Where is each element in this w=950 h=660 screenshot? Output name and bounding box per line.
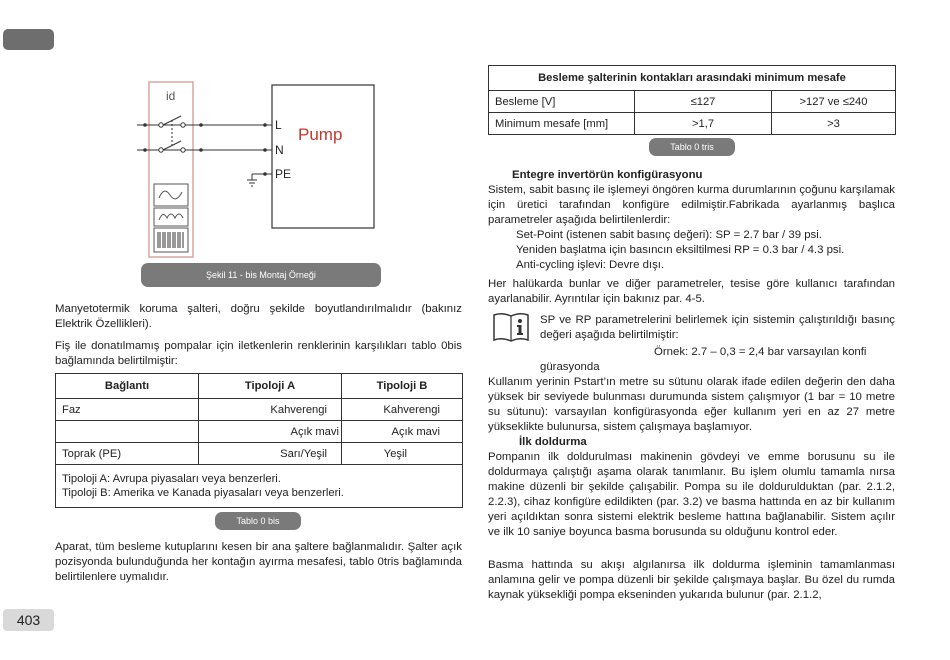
table-note-a: Tipoloji A: Avrupa piyasaları veya benzerleri.: [62, 473, 281, 485]
table-cell: Yeşil: [342, 443, 463, 465]
terminal-pe-label: PE: [275, 167, 292, 181]
table-note-b: Tipoloji B: Amerika ve Kanada piyasaları veya benzerleri.: [62, 487, 344, 499]
table-cell: Faz: [56, 399, 199, 421]
table-header: Bağlantı: [56, 374, 199, 399]
info-note-text: SP ve RP parametrelerini belirlemek için sistemin çalıştırıldığı basınç değeri aşağıda belirtilmiştir:: [540, 314, 895, 341]
table-cell: >127 ve ≤240: [772, 91, 896, 113]
table-cell: Kahverengi: [342, 399, 463, 421]
table-title: Besleme şalterinin kontakları arasındaki minimum mesafe: [489, 66, 896, 91]
right-paragraph-4: Pompanın ilk doldurulması makinenin gövdeyi ve emme borusunu su ile doldurmaya çalıştığı aşama olarak tanımlanır. Bu işlem olumlu tamamla nırsa makine düzenli bir şekilde çalışabilir. Pompa su ile doldurulduktan (par. 2.1.2, 2.2.3), cihaz konfigüre edildikten (par. 3.2) ve basma hattında en az bir kullanım yeri açıldıktan sonra sistemi elektrik besleme hattına bağlanabilir. Sistem açılır ve ilk 10 saniye boyunca basma borusunda su olduğunu kontrol eder.: [488, 451, 895, 538]
right-paragraph-2: Her halükarda bunlar ve diğer parametreler, tesise göre kullanıcı tarafından ayarlanabilir. Ayrıntılar için bakınız par. 4-5.: [488, 278, 895, 305]
page-tab-marker: [3, 29, 54, 50]
left-paragraph-2: Fiş ile donatılmamış pompalar için iletkenlerin renklerinin karşılıkları tablo 0bis bağlamında belirtilmiştir:: [55, 340, 462, 367]
table-row: [56, 421, 463, 443]
table-row: [56, 443, 463, 465]
right-paragraph-3: Kullanım yerinin Pstart’ın metre su sütunu olarak ifade edilen değerin den daha yüksek bir seviyede bulunması durumunda sistem çalışmıyor (1 bar = 10 metre su sütunu): varsayılan konfigürasyonda eğer kullanım yeri en az 27 metre yükseklikte bulunursa, sistem çalışmaya başlamıyor.: [488, 376, 895, 433]
right-paragraph-1: Sistem, sabit basınç ile işlemeyi öngören kurma durumlarının çoğunu karşılamak için üretici tarafından konfigüre edilmiştir.Fabrikada ayarlanmış başlıca parametreler aşağıda belirtilenlerdir:: [488, 184, 895, 226]
table-cell: >1,7: [635, 113, 772, 135]
table-cell: [56, 421, 199, 443]
table-cell: Açık mavi: [199, 421, 342, 443]
info-example-continuation: gürasyonda: [540, 361, 600, 373]
list-item: Set-Point (istenen sabit basınç değeri): SP = 2.7 bar / 39 psi.: [516, 229, 822, 241]
table-cell: >3: [772, 113, 896, 135]
switch-label: id: [166, 89, 176, 103]
list-item: Yeniden başlatma için basıncın eksiltilmesi RP = 0.3 bar / 4.3 psi.: [516, 244, 845, 256]
page-number: 403: [3, 609, 54, 631]
table-cell: Sarı/Yeşil: [199, 443, 342, 465]
table-row: [489, 91, 896, 113]
info-book-icon: [492, 311, 530, 343]
left-paragraph-1: Manyetotermik koruma şalteri, doğru şekilde boyutlandırılmalıdır (bakınız Elektrik Özellikleri).: [55, 303, 462, 330]
terminal-l-label: L: [275, 118, 282, 132]
table-note-row: [56, 465, 463, 508]
table-cell: Kahverengi: [199, 399, 342, 421]
table-header: Tipoloji A: [199, 374, 342, 399]
table-caption-bis: Tablo 0 bis: [215, 512, 301, 530]
table-row: [489, 113, 896, 135]
table-row: [56, 399, 463, 421]
info-example: Örnek: 2.7 – 0,3 = 2,4 bar varsayılan konfi: [654, 346, 867, 358]
left-paragraph-3: Aparat, tüm besleme kutuplarını kesen bir ana şaltere bağlanmalıdır. Şalter açık pozisyonda bulunduğunda her kontağın ayırma mesafesi, tablo 0tris bağlamında belirtilenlere uymalıdır.: [55, 541, 462, 583]
right-paragraph-5: Basma hattında su akışı algılanırsa ilk doldurma işleminin tamamlanması anlamına gelir ve pompa düzenli bir şekilde çalışmaya başlar. Bu özel du rumda kaynak yüksekliği pompa ekseninden yukarıda bulunur (par. 2.1.2,: [488, 559, 895, 601]
table-cell: Minimum mesafe [mm]: [489, 113, 635, 135]
min-distance-table: [488, 65, 896, 135]
list-item: Anti-cycling işlevi: Devre dışı.: [516, 259, 665, 271]
table-cell: ≤127: [635, 91, 772, 113]
table-cell: Toprak (PE): [56, 443, 199, 465]
figure-caption: Şekil 11 - bis Montaj Örneği: [141, 263, 381, 287]
section-heading-first-filling: İlk doldurma: [519, 436, 587, 448]
wiring-diagram: [137, 80, 377, 265]
table-cell: Açık mavi: [342, 421, 463, 443]
wiring-diagram-svg: [137, 80, 377, 265]
pump-label: Pump: [298, 125, 343, 144]
section-heading-inverter: Entegre invertörün konfigürasyonu: [512, 169, 703, 181]
table-caption-tris: Tablo 0 tris: [649, 138, 735, 156]
table-header: Tipoloji B: [342, 374, 463, 399]
terminal-n-label: N: [275, 143, 284, 157]
table-cell: Besleme [V]: [489, 91, 635, 113]
conductor-colors-table: [55, 373, 463, 508]
